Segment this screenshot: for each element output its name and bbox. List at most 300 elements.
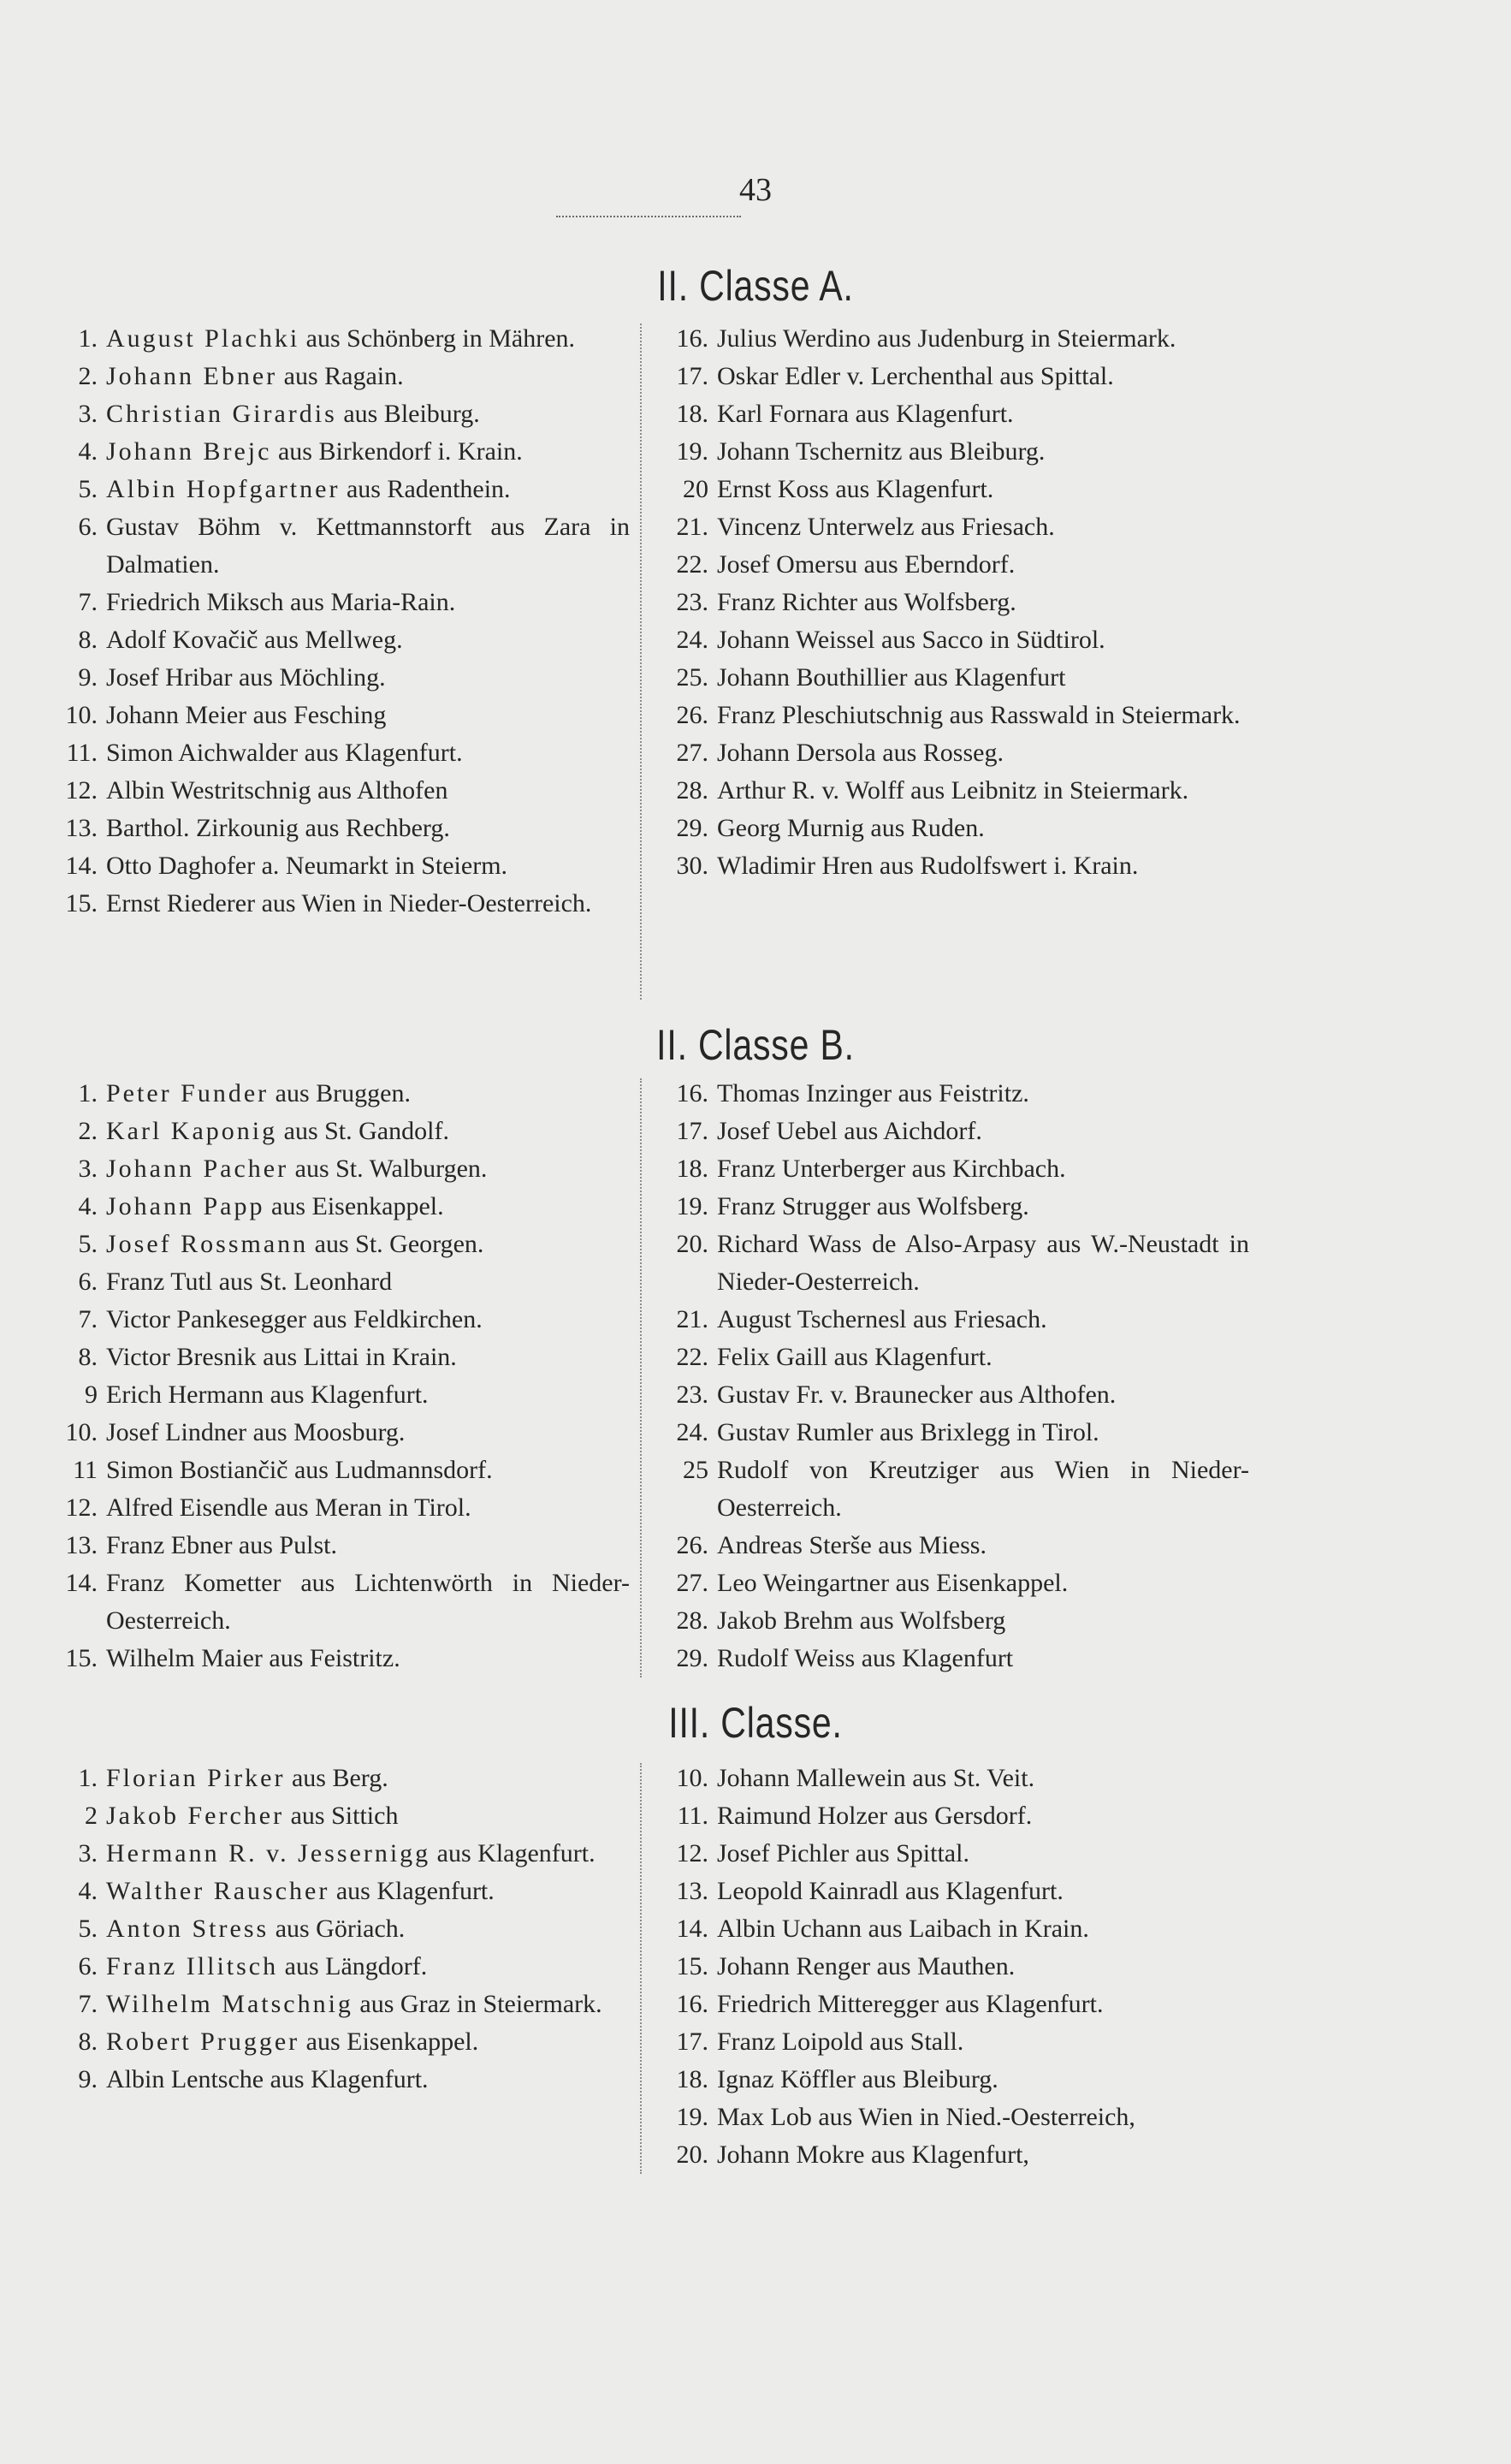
entry-details: Johann Tschernitz aus Bleiburg. [717, 437, 1046, 466]
entry-number: 11. [677, 1802, 708, 1830]
entry-details: Franz Pleschiutschnig aus Rasswald in Steiermark. [717, 701, 1241, 729]
class-2b-left-column [48, 1075, 630, 1677]
entry-number: 28. [676, 1606, 708, 1635]
entry-text [717, 1150, 1249, 1188]
entry-text [717, 1948, 1249, 1986]
entry-details: Leopold Kainradl aus Klagenfurt. [717, 1877, 1064, 1905]
entry-number: 21. [676, 1305, 708, 1333]
entry-number: 15. [676, 1952, 708, 1980]
entry-text [717, 1376, 1249, 1414]
list-item [659, 659, 1249, 697]
entry-text [106, 1452, 630, 1489]
entry-details: Albin Westritschnig aus Althofen [106, 776, 448, 805]
entry-details: aus Sittich [290, 1802, 399, 1830]
entry-details: aus St. Walburgen. [294, 1155, 488, 1183]
entry-text [717, 772, 1249, 810]
student-name: Josef Rossmann [106, 1230, 309, 1258]
list-item [659, 1339, 1249, 1376]
entry-details: Johann Dersola aus Rosseg. [717, 739, 1004, 767]
entry-number: 2 [85, 1802, 98, 1830]
entry-details: Oskar Edler v. Lerchenthal aus Spittal. [717, 362, 1114, 390]
student-name: Florian Pirker [106, 1764, 286, 1792]
entry-number: 27. [676, 1569, 708, 1597]
entry-number: 12. [65, 1493, 98, 1522]
student-name: Albin Hopfgartner [106, 475, 341, 503]
entry-details: Josef Pichler aus Spittal. [717, 1839, 969, 1867]
list-item [48, 659, 630, 697]
list-item [659, 1301, 1249, 1339]
entry-text [717, 1414, 1249, 1452]
entry-text [717, 1602, 1249, 1640]
list-item [48, 885, 630, 923]
entry-number: 27. [676, 739, 708, 767]
entry-number: 23. [676, 1380, 708, 1409]
entry-number: 3. [78, 400, 98, 428]
column-divider [640, 1078, 642, 1677]
list-item [48, 1910, 630, 1948]
entry-details: aus Eisenkappel. [305, 2028, 479, 2056]
student-name: Johann Pacher [106, 1155, 289, 1183]
entry-number: 30. [676, 852, 708, 880]
entry-text [717, 1564, 1249, 1602]
entry-number: 4. [78, 437, 98, 466]
entry-text [106, 1376, 630, 1414]
list-item [48, 810, 630, 847]
entry-details: Friedrich Miksch aus Maria-Rain. [106, 588, 456, 616]
list-item [659, 1527, 1249, 1564]
entry-details: Georg Murnig aus Ruden. [717, 814, 985, 842]
entry-details: Andreas Sterše aus Miess. [717, 1531, 987, 1559]
entry-details: Franz Ebner aus Pulst. [106, 1531, 337, 1559]
entry-details: Victor Pankesegger aus Feldkirchen. [106, 1305, 483, 1333]
section-title-class-2a: II. Classe A. [657, 262, 854, 310]
list-item [659, 1075, 1249, 1113]
list-item [48, 1226, 630, 1263]
entry-details: Johann Mallewein aus St. Veit. [717, 1764, 1035, 1792]
entry-text [717, 546, 1249, 584]
entry-text [106, 1640, 630, 1677]
list-item [659, 772, 1249, 810]
entry-text [106, 847, 630, 885]
entry-text [717, 1226, 1249, 1301]
entry-details: Richard Wass de Also-Arpasy aus W.-Neustadt in Nieder-Oesterreich. [717, 1230, 1249, 1296]
class-3-right-column [659, 1760, 1249, 2174]
entry-number: 17. [676, 1117, 708, 1145]
entry-number: 10. [65, 1418, 98, 1446]
entry-number: 1. [78, 1079, 98, 1107]
entry-text [106, 1301, 630, 1339]
entry-details: Barthol. Zirkounig aus Rechberg. [106, 814, 450, 842]
list-item [48, 395, 630, 433]
student-name: Peter Funder [106, 1079, 270, 1107]
student-name: Robert Prugger [106, 2028, 300, 2056]
entry-details: aus Klagenfurt. [335, 1877, 495, 1905]
entry-details: Josef Lindner aus Moosburg. [106, 1418, 406, 1446]
entry-number: 9. [78, 663, 98, 692]
column-divider [640, 324, 642, 1000]
list-item [48, 1948, 630, 1986]
entry-number: 1. [78, 1764, 98, 1792]
entry-number: 8. [78, 2028, 98, 2056]
entry-number: 16. [676, 324, 708, 353]
entry-number: 5. [78, 1230, 98, 1258]
entry-number: 17. [676, 2028, 708, 2056]
list-item [48, 1986, 630, 2023]
entry-details: Otto Daghofer a. Neumarkt in Steierm. [106, 852, 508, 880]
entry-details: Ignaz Köffler aus Bleiburg. [717, 2065, 998, 2093]
entry-number: 2. [78, 1117, 98, 1145]
entry-text [106, 1910, 630, 1948]
list-item [48, 1452, 630, 1489]
entry-text [717, 2136, 1249, 2174]
student-name: Wilhelm Matschnig [106, 1990, 353, 2018]
entry-number: 4. [78, 1192, 98, 1220]
entry-number: 13. [65, 814, 98, 842]
student-name: August Plachki [106, 324, 300, 353]
entry-text [717, 847, 1249, 885]
entry-number: 18. [676, 400, 708, 428]
entry-text [717, 1835, 1249, 1873]
entry-details: aus Eisenkappel. [271, 1192, 444, 1220]
entry-number: 13. [65, 1531, 98, 1559]
entry-text [717, 659, 1249, 697]
entry-text [106, 1564, 630, 1640]
entry-number: 20 [683, 475, 708, 503]
entry-text [717, 2099, 1249, 2136]
entry-text [717, 1188, 1249, 1226]
entry-number: 25. [676, 663, 708, 692]
entry-number: 10. [676, 1764, 708, 1792]
entry-number: 5. [78, 475, 98, 503]
entry-details: Josef Omersu aus Eberndorf. [717, 550, 1016, 579]
list-item [48, 2061, 630, 2099]
list-item [659, 584, 1249, 621]
entry-details: Johann Mokre aus Klagenfurt, [717, 2140, 1029, 2169]
list-item [48, 1760, 630, 1797]
entry-details: Gustav Böhm v. Kettmannstorft aus Zara in Dalmatien. [106, 513, 630, 579]
entry-text [717, 621, 1249, 659]
entry-text [717, 1986, 1249, 2023]
student-name: Walther Rauscher [106, 1877, 330, 1905]
entry-details: aus Berg. [291, 1764, 388, 1792]
list-item [48, 1150, 630, 1188]
list-item [659, 320, 1249, 358]
entry-details: aus Bruggen. [275, 1079, 411, 1107]
list-item [48, 1873, 630, 1910]
entry-text [106, 1226, 630, 1263]
entry-details: Albin Uchann aus Laibach in Krain. [717, 1915, 1089, 1943]
section-title-class-2b: II. Classe B. [656, 1021, 855, 1069]
entry-number: 22. [676, 1343, 708, 1371]
entry-number: 8. [78, 626, 98, 654]
entry-text [717, 320, 1249, 358]
entry-details: aus Radenthein. [346, 475, 511, 503]
list-item [659, 471, 1249, 508]
entry-details: Friedrich Mitteregger aus Klagenfurt. [717, 1990, 1104, 2018]
entry-details: Johann Weissel aus Sacco in Südtirol. [717, 626, 1105, 654]
entry-number: 20. [676, 1230, 708, 1258]
entry-text [106, 1948, 630, 1986]
list-item [659, 1376, 1249, 1414]
entry-number: 22. [676, 550, 708, 579]
entry-number: 17. [676, 362, 708, 390]
list-item [48, 1527, 630, 1564]
entry-text [717, 1797, 1249, 1835]
entry-text [106, 2023, 630, 2061]
entry-number: 15. [65, 1644, 98, 1672]
entry-text [106, 659, 630, 697]
list-item [48, 621, 630, 659]
entry-text [106, 395, 630, 433]
entry-number: 18. [676, 2065, 708, 2093]
list-item [659, 621, 1249, 659]
list-item [48, 1113, 630, 1150]
entry-text [717, 1527, 1249, 1564]
list-item [659, 546, 1249, 584]
entry-text [717, 508, 1249, 546]
entry-details: Simon Aichwalder aus Klagenfurt. [106, 739, 463, 767]
list-item [48, 358, 630, 395]
entry-details: Ernst Riederer aus Wien in Nieder-Oesterreich. [106, 889, 592, 917]
entry-text [106, 1339, 630, 1376]
entry-details: Leo Weingartner aus Eisenkappel. [717, 1569, 1069, 1597]
entry-details: aus St. Georgen. [314, 1230, 484, 1258]
entry-details: Johann Renger aus Mauthen. [717, 1952, 1016, 1980]
list-item [659, 1873, 1249, 1910]
entry-text [106, 1188, 630, 1226]
list-item [48, 1414, 630, 1452]
entry-text [106, 1075, 630, 1113]
entry-number: 3. [78, 1155, 98, 1183]
entry-number: 14. [65, 852, 98, 880]
entry-details: Josef Hribar aus Möchling. [106, 663, 386, 692]
section-title-class-3: III. Classe. [668, 1699, 843, 1747]
entry-details: aus Ragain. [283, 362, 404, 390]
entry-details: Julius Werdino aus Judenburg in Steiermark. [717, 324, 1176, 353]
entry-details: Wilhelm Maier aus Feistritz. [106, 1644, 400, 1672]
entry-text [106, 885, 630, 923]
entry-details: Alfred Eisendle aus Meran in Tirol. [106, 1493, 471, 1522]
entry-number: 12. [65, 776, 98, 805]
entry-number: 8. [78, 1343, 98, 1371]
entry-number: 25 [683, 1456, 708, 1484]
list-item [659, 2023, 1249, 2061]
list-item [48, 697, 630, 734]
entry-text [106, 1873, 630, 1910]
list-item [659, 1797, 1249, 1835]
entry-text [717, 1873, 1249, 1910]
entry-text [717, 471, 1249, 508]
list-item [659, 734, 1249, 772]
entry-details: Franz Richter aus Wolfsberg. [717, 588, 1016, 616]
column-divider [640, 1763, 642, 2174]
entry-number: 28. [676, 776, 708, 805]
list-item [48, 1835, 630, 1873]
entry-details: Gustav Rumler aus Brixlegg in Tirol. [717, 1418, 1099, 1446]
entry-number: 19. [676, 2103, 708, 2131]
entry-details: aus Längdorf. [284, 1952, 428, 1980]
list-item [659, 395, 1249, 433]
entry-details: Josef Uebel aus Aichdorf. [717, 1117, 982, 1145]
entry-number: 10. [65, 701, 98, 729]
list-item [659, 810, 1249, 847]
entry-number: 9 [85, 1380, 98, 1409]
entry-details: Adolf Kovačič aus Mellweg. [106, 626, 403, 654]
list-item [659, 1414, 1249, 1452]
entry-number: 6. [78, 1952, 98, 1980]
student-name: Franz Illitsch [106, 1952, 279, 1980]
entry-details: Arthur R. v. Wolff aus Leibnitz in Steiermark. [717, 776, 1189, 805]
entry-details: Franz Kometter aus Lichtenwörth in Nieder-Oesterreich. [106, 1569, 630, 1635]
entry-number: 24. [676, 626, 708, 654]
entry-text [106, 810, 630, 847]
list-item [48, 734, 630, 772]
entry-details: Franz Loipold aus Stall. [717, 2028, 964, 2056]
entry-details: Erich Hermann aus Klagenfurt. [106, 1380, 429, 1409]
entry-text [106, 1113, 630, 1150]
list-item [659, 1640, 1249, 1677]
entry-text [717, 1301, 1249, 1339]
entry-text [106, 1414, 630, 1452]
list-item [48, 584, 630, 621]
entry-text [717, 395, 1249, 433]
entry-text [717, 1339, 1249, 1376]
entry-text [717, 433, 1249, 471]
class-2a-left-column [48, 320, 630, 923]
entry-number: 26. [676, 701, 708, 729]
entry-number: 19. [676, 437, 708, 466]
list-item [48, 1301, 630, 1339]
entry-text [717, 734, 1249, 772]
entry-text [106, 772, 630, 810]
entry-number: 13. [676, 1877, 708, 1905]
entry-details: Franz Tutl aus St. Leonhard [106, 1268, 393, 1296]
list-item [659, 2099, 1249, 2136]
entry-number: 6. [78, 513, 98, 541]
entry-details: Franz Strugger aus Wolfsberg. [717, 1192, 1029, 1220]
entry-details: Johann Bouthillier aus Klagenfurt [717, 663, 1066, 692]
entry-text [717, 358, 1249, 395]
entry-number: 4. [78, 1877, 98, 1905]
entry-text [717, 810, 1249, 847]
list-item [659, 2136, 1249, 2174]
entry-text [106, 1527, 630, 1564]
entry-text [717, 1452, 1249, 1527]
entry-details: Thomas Inzinger aus Feistritz. [717, 1079, 1029, 1107]
entry-details: Felix Gaill aus Klagenfurt. [717, 1343, 993, 1371]
entry-details: Ernst Koss aus Klagenfurt. [717, 475, 994, 503]
entry-number: 15. [65, 889, 98, 917]
entry-details: Johann Meier aus Fesching [106, 701, 387, 729]
list-item [659, 1113, 1249, 1150]
entry-text [106, 697, 630, 734]
entry-text [717, 2023, 1249, 2061]
entry-number: 3. [78, 1839, 98, 1867]
entry-text [106, 1797, 630, 1835]
list-item [48, 847, 630, 885]
entry-details: Karl Fornara aus Klagenfurt. [717, 400, 1014, 428]
entry-number: 12. [676, 1839, 708, 1867]
list-item [659, 1564, 1249, 1602]
list-item [659, 847, 1249, 885]
entry-details: aus St. Gandolf. [283, 1117, 449, 1145]
list-item [48, 433, 630, 471]
entry-number: 16. [676, 1079, 708, 1107]
student-name: Anton Stress [106, 1915, 270, 1943]
entry-text [106, 1760, 630, 1797]
class-2b-right-column [659, 1075, 1249, 1677]
list-item [659, 1150, 1249, 1188]
list-item [48, 1188, 630, 1226]
entry-text [106, 1835, 630, 1873]
student-name: Hermann R. v. Jessernigg [106, 1839, 431, 1867]
entry-text [106, 621, 630, 659]
entry-number: 9. [78, 2065, 98, 2093]
entry-text [106, 2061, 630, 2099]
entry-text [717, 697, 1249, 734]
entry-details: Jakob Brehm aus Wolfsberg [717, 1606, 1006, 1635]
entry-details: Vincenz Unterwelz aus Friesach. [717, 513, 1055, 541]
entry-details: Albin Lentsche aus Klagenfurt. [106, 2065, 429, 2093]
entry-number: 7. [78, 1305, 98, 1333]
list-item [659, 1602, 1249, 1640]
list-item [659, 1910, 1249, 1948]
entry-text [717, 1075, 1249, 1113]
entry-number: 20. [676, 2140, 708, 2169]
entry-details: Gustav Fr. v. Braunecker aus Althofen. [717, 1380, 1117, 1409]
entry-number: 29. [676, 1644, 708, 1672]
entry-details: Rudolf Weiss aus Klagenfurt [717, 1644, 1014, 1672]
entry-details: aus Graz in Steiermark. [359, 1990, 602, 2018]
entry-number: 24. [676, 1418, 708, 1446]
entry-details: Franz Unterberger aus Kirchbach. [717, 1155, 1066, 1183]
list-item [659, 508, 1249, 546]
list-item [659, 1226, 1249, 1301]
list-item [48, 1564, 630, 1640]
list-item [48, 1339, 630, 1376]
entry-number: 11 [73, 1456, 98, 1484]
entry-details: aus Göriach. [275, 1915, 406, 1943]
entry-number: 29. [676, 814, 708, 842]
entry-text [106, 1986, 630, 2023]
entry-details: Wladimir Hren aus Rudolfswert i. Krain. [717, 852, 1139, 880]
entry-text [106, 433, 630, 471]
entry-number: 23. [676, 588, 708, 616]
entry-number: 2. [78, 362, 98, 390]
entry-text [106, 584, 630, 621]
entry-text [106, 1150, 630, 1188]
list-item [659, 358, 1249, 395]
list-item [659, 1760, 1249, 1797]
entry-text [106, 358, 630, 395]
list-item [48, 1640, 630, 1677]
student-name: Johann Ebner [106, 362, 278, 390]
list-item [659, 1948, 1249, 1986]
student-name: Jakob Fercher [106, 1802, 285, 1830]
entry-number: 6. [78, 1268, 98, 1296]
list-item [48, 1489, 630, 1527]
list-item [48, 1263, 630, 1301]
page-number: 43 [739, 172, 772, 208]
list-item [48, 772, 630, 810]
entry-text [717, 1640, 1249, 1677]
list-item [659, 1188, 1249, 1226]
entry-details: Victor Bresnik aus Littai in Krain. [106, 1343, 457, 1371]
page-number-ornament [556, 216, 741, 217]
entry-number: 11. [66, 739, 98, 767]
list-item [659, 1986, 1249, 2023]
student-name: Karl Kaponig [106, 1117, 278, 1145]
